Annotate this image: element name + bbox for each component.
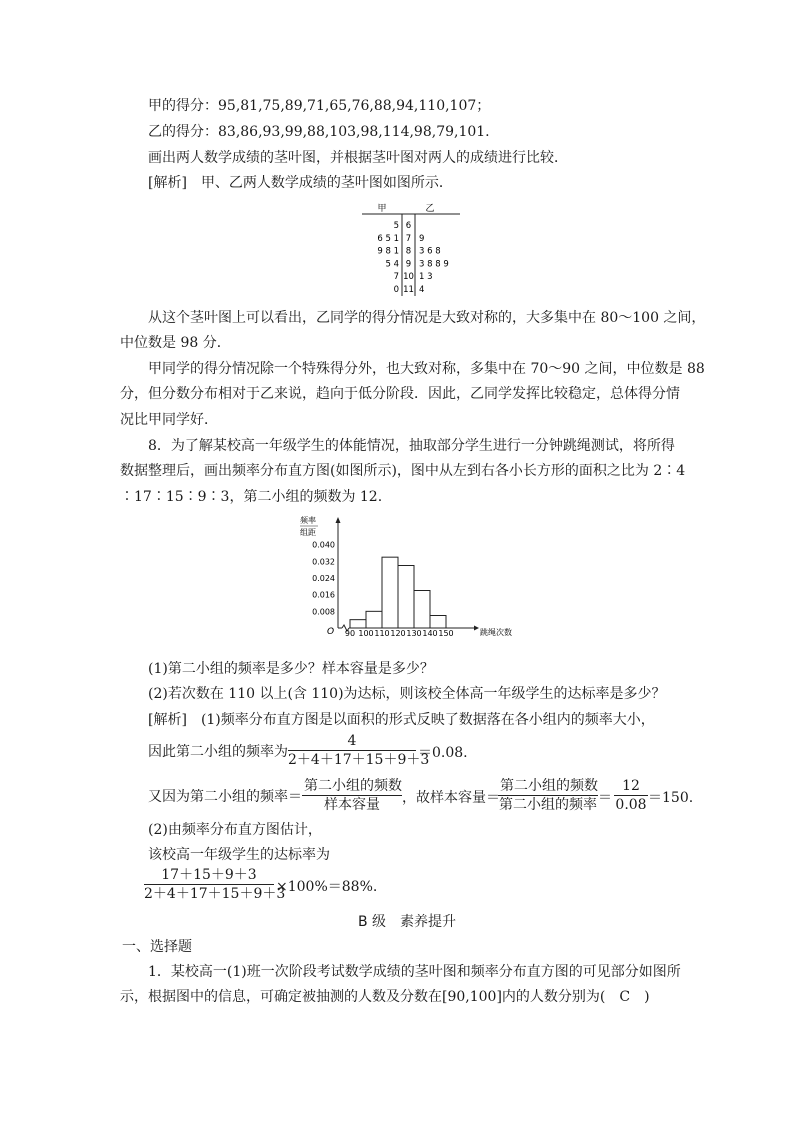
stem-leaf-left-leaves: 5 4 [385, 259, 399, 270]
stem-leaf-right-leaves: 4 [419, 285, 425, 295]
freq-fraction [288, 732, 430, 769]
para-7-1a: 从这个茎叶图上可以看出，乙同学的得分情况是大致对称的，大多集中在 80～100 之间， [148, 310, 706, 326]
x-tick-label: 100 [358, 629, 374, 638]
cap-denominator-1: 样本容量 [324, 797, 380, 813]
histogram-bar [350, 620, 366, 628]
x-axis-label: 跳绳次数 [480, 628, 512, 637]
stem-leaf-left-leaves: 0 [393, 285, 399, 295]
x-tick-label: 120 [390, 629, 406, 638]
freq-denominator: 2＋4＋17＋15＋9＋3 [288, 752, 430, 768]
para-7-2c: 况比甲同学好． [120, 412, 218, 428]
cap-numerator-3: 12 [614, 777, 648, 796]
cap-numerator-2: 第二小组的频数 [500, 778, 598, 794]
stem-leaf-header-left: 甲 [377, 204, 387, 214]
sub-question-1: (1)第二小组的频率是多少？样本容量是多少？ [148, 661, 434, 677]
question-8c: ∶17∶15∶9∶3，第二小组的频数为 12. [120, 489, 383, 505]
y-axis-arrow [336, 517, 341, 523]
cap-mid: ，故样本容量＝ [402, 790, 500, 806]
sub-question-2: (2)若次数在 110 以上(含 110)为达标，则该校全体高一年级学生的达标率是多少？ [148, 686, 666, 702]
y-label-bottom: 组距 [300, 528, 316, 537]
rate-numerator: 17＋15＋9＋3 [144, 866, 274, 885]
stem-leaf-left-leaves: 7 [393, 272, 399, 283]
question-7: 画出两人数学成绩的茎叶图，并根据茎叶图对两人的成绩进行比较． [148, 150, 568, 166]
y-label-top: 频率 [300, 516, 316, 525]
cap-numerator-1: 第二小组的频数 [304, 778, 402, 794]
y-tick-label: 0.016 [312, 590, 335, 600]
analysis-tag: [解析] [148, 712, 187, 728]
x-tick-label: 130 [406, 629, 422, 638]
analysis-tag: [解析] [148, 175, 187, 191]
x-tick-label: 110 [374, 629, 390, 638]
stem-leaf-right-leaves: 3 6 8 [419, 246, 441, 257]
analysis-8-1-text: (1)频率分布直方图是以面积的形式反映了数据落在各小组内的频率大小， [200, 712, 655, 728]
section-b-q1a: 1．某校高一(1)班一次阶段考试数学成绩的茎叶图和频率分布直方图的可见部分如图所 [148, 964, 681, 980]
stem-leaf-left-leaves: 9 8 1 [377, 246, 399, 257]
stem-leaf-plot [358, 200, 468, 298]
para-7-2b: 分，但分数分布相对于乙来说，趋向于低分阶段．因此，乙同学发挥比较稳定，总体得分情 [120, 386, 680, 402]
stem-leaf-stem: 7 [405, 233, 412, 244]
x-tick-label: 140 [422, 629, 438, 638]
cap-fraction-1 [302, 777, 402, 814]
frequency-histogram [298, 514, 528, 642]
rate-result: ×100%＝88%. [276, 879, 378, 895]
y-tick-label: 0.024 [312, 574, 335, 583]
section-b-q1b: 示，根据图中的信息，可确定被抽测的人数及分数在[90,100]内的人数分别为( C ) [120, 989, 650, 1005]
origin-label: O [327, 627, 335, 637]
stem-leaf-left-leaves: 5 [393, 221, 399, 231]
freq-result: ＝0.08. [418, 745, 468, 761]
x-tick-label: 90 [344, 629, 356, 638]
analysis-8-1 [148, 710, 655, 730]
histogram-bar [382, 557, 398, 628]
histogram-bar [430, 616, 446, 629]
y-tick-label: 0.040 [312, 540, 335, 550]
cap-eq: ＝ [598, 790, 612, 806]
histogram-bar [366, 611, 382, 628]
x-axis-arrow [474, 626, 479, 631]
stem-leaf-stem: 8 [405, 246, 412, 257]
stem-leaf-stem: 10 [403, 272, 414, 283]
stem-leaf-header-right: 乙 [425, 204, 435, 214]
yi-scores: 乙的得分：83,86,93,99,88,103,98,114,98,79,101. [148, 124, 490, 140]
analysis-7-intro [148, 173, 453, 193]
jia-scores: 甲的得分：95,81,75,89,71,65,76,88,94,110,107； [148, 98, 491, 114]
stem-leaf-stem: 6 [405, 221, 412, 231]
y-tick-label: 0.008 [312, 607, 335, 617]
cap-denominator-3: 0.08 [615, 797, 647, 813]
cap-fraction-3 [614, 777, 648, 814]
y-tick-label: 0.032 [312, 557, 335, 567]
cap-fraction-2 [498, 777, 598, 814]
stem-leaf-right-leaves: 3 8 8 9 [419, 259, 449, 270]
histogram-bar [398, 566, 414, 629]
stem-leaf-stem: 11 [403, 285, 414, 295]
stem-leaf-right-leaves: 1 3 [419, 272, 433, 283]
cap-prefix: 又因为第二小组的频率＝ [148, 789, 302, 805]
analysis-8-2: (2)由频率分布直方图估计， [148, 822, 322, 838]
section-b-title: B 级 素养提升 [358, 914, 457, 930]
histogram-bar [414, 591, 430, 629]
section-b-subsection: 一、选择题 [122, 939, 192, 955]
cap-denominator-2: 第二小组的频率 [499, 797, 597, 813]
cap-result: ＝150. [648, 790, 694, 806]
stem-leaf-stem: 9 [405, 259, 412, 270]
stem-leaf-left-leaves: 6 5 1 [377, 233, 399, 244]
stem-leaf-right-leaves: 9 [419, 233, 425, 244]
analysis-8-3: 该校高一年级学生的达标率为 [148, 847, 330, 863]
para-7-2a: 甲同学的得分情况除一个特殊得分外，也大致对称，多集中在 70～90 之间，中位数是 88 [148, 361, 705, 377]
freq-prefix: 因此第二小组的频率为 [148, 744, 288, 760]
rate-denominator: 2＋4＋17＋15＋9＋3 [144, 886, 286, 902]
x-tick-label: 150 [438, 629, 454, 638]
freq-numerator: 4 [288, 732, 416, 751]
question-8a: 8．为了解某校高一年级学生的体能情况，抽取部分学生进行一分钟跳绳测试，将所得 [148, 438, 675, 454]
para-7-1b: 中位数是 98 分． [120, 335, 231, 351]
analysis-intro-text: 甲、乙两人数学成绩的茎叶图如图所示． [200, 175, 453, 191]
stem-leaf-rows [377, 221, 448, 295]
rate-fraction [144, 866, 286, 903]
question-8b: 数据整理后，画出频率分布直方图(如图所示)，图中从左到右各小长方形的面积之比为 2∶4 [120, 463, 686, 479]
